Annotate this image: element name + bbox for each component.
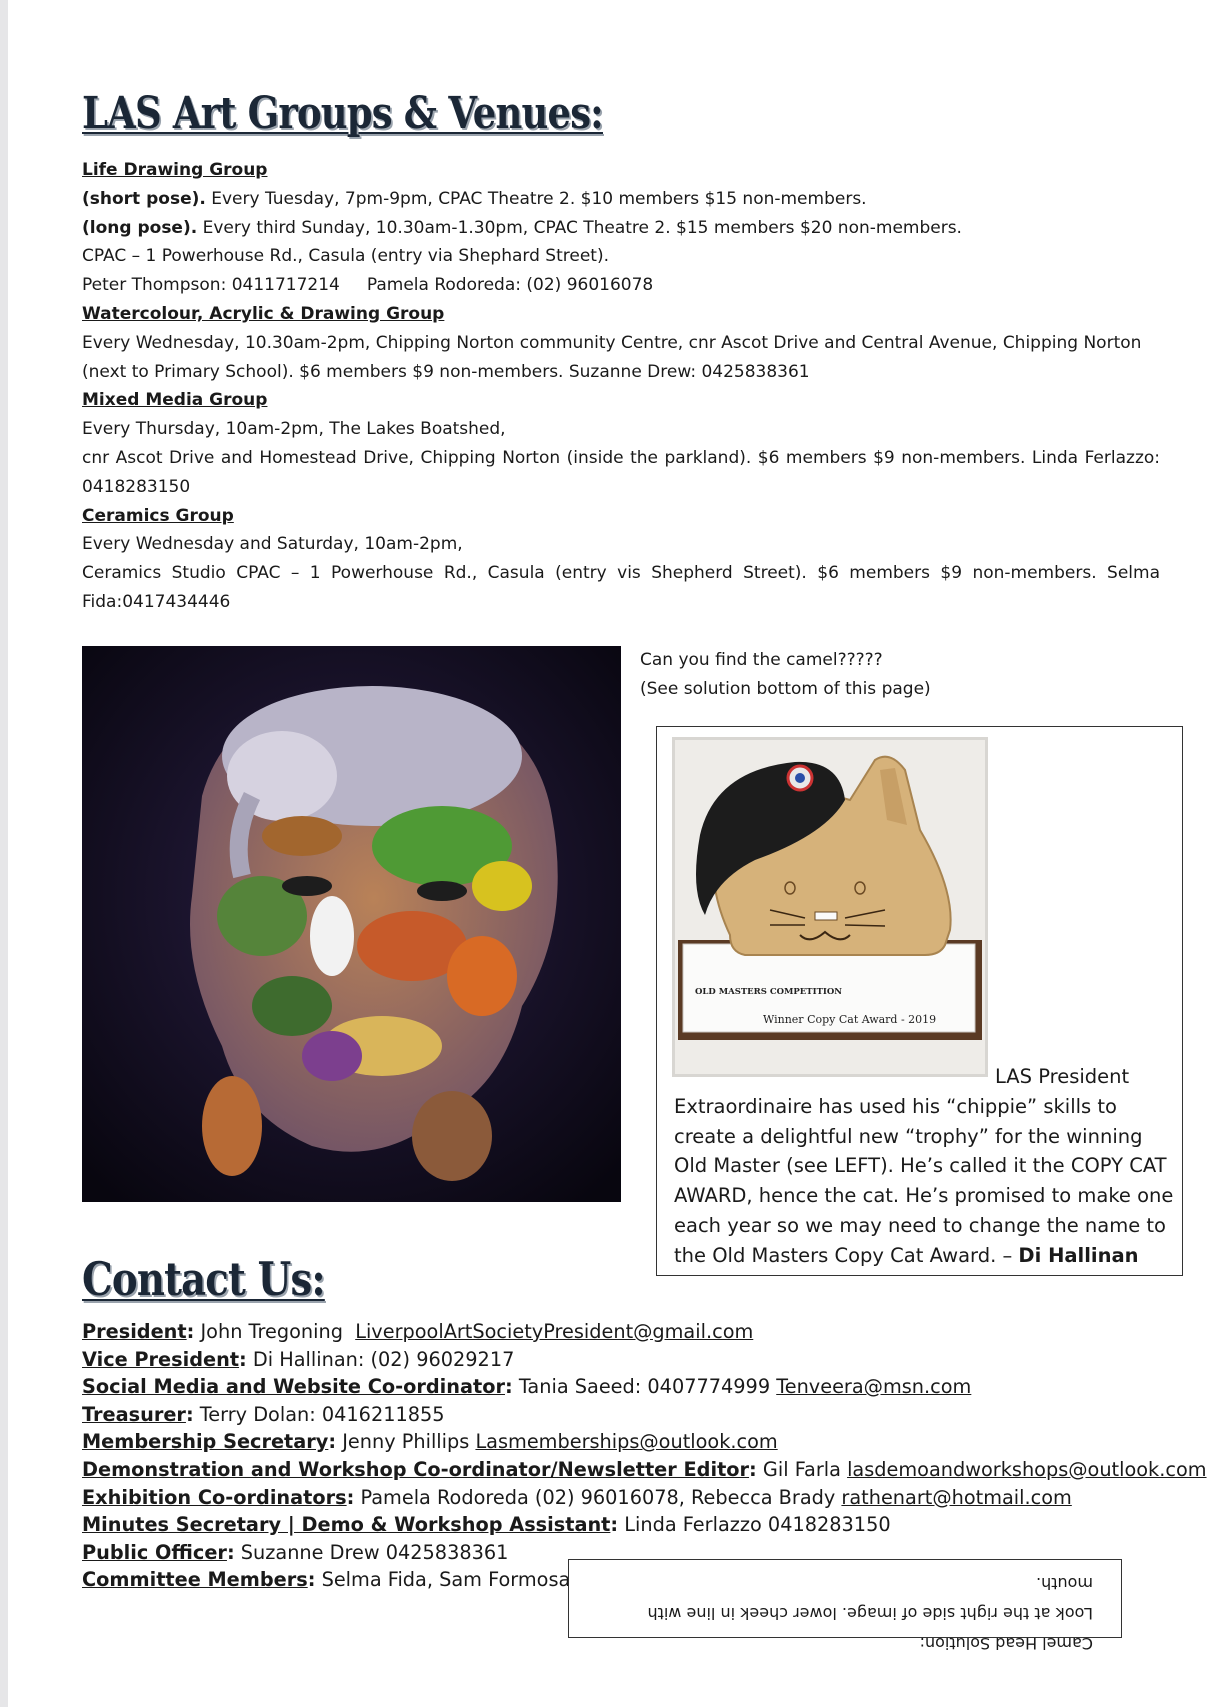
contact-row-treasurer: Treasurer: Terry Dolan: 0416211855 [82,1402,445,1426]
contact-name: Suzanne Drew 0425838361 [240,1540,509,1564]
watercolour-title: Watercolour, Acrylic & Drawing Group [82,303,445,324]
short-pose-label: (short pose). [82,188,206,209]
contact-role: Minutes Secretary | Demo & Workshop Assistant [82,1513,611,1537]
contact-name: Terry Dolan: 0416211855 [199,1402,445,1426]
contact-name: John Tregoning [200,1320,356,1343]
contact-title [82,1252,325,1306]
award-author: Di Hallinan [1018,1243,1139,1267]
contact-role: Demonstration and Workshop Co-ordinator/Newsletter Editor [82,1457,750,1481]
contact-name: Linda Ferlazzo 0418283150 [624,1513,891,1537]
contact-name: Pamela Rodoreda (02) 96016078, Rebecca Brady [360,1485,842,1509]
contact-title-text: Contact Us: [82,1252,325,1306]
life-drawing-venue: CPAC – 1 Powerhouse Rd., Casula (entry via Shephard Street). [82,246,609,267]
contact-role: Committee Members [82,1568,308,1592]
life-drawing-long [82,214,1160,243]
watercolour-text: Every Wednesday, 10.30am-2pm, Chipping Norton community Centre, cnr Ascot Drive and Central Avenue, Chipping Norton (next to Primary School). $6 members $9 non-members. Suzanne Drew: 0425838361 [82,332,1142,382]
contact-row-vice-president: Vice President: Di Hallinan: (02) 96029217 [82,1347,515,1371]
contact-row-public-officer: Public Officer: Suzanne Drew 0425838361 [82,1540,509,1564]
page-edge [0,0,8,1707]
page-title [82,88,603,139]
contact-role: Membership Secretary [82,1430,329,1454]
camel-puzzle-hint: (See solution bottom of this page) [640,679,931,699]
copy-cat-award-text [674,1062,1179,1271]
mixed-media-line2: cnr Ascot Drive and Homestead Drive, Chipping Norton (inside the parkland). $6 members $9 non-members. Linda Ferlazzo: 0418283150 [82,447,1160,497]
camel-puzzle-caption [640,646,931,704]
contact-email-link[interactable]: rathenart@hotmail.com [841,1485,1072,1509]
animal-face-illusion-image [82,646,621,1202]
short-pose-text: Every Tuesday, 7pm-9pm, CPAC Theatre 2. $10 members $15 non-members. [205,188,867,209]
contact-name: Tania Saeed: 0407774999 [518,1375,777,1399]
contact-email-link[interactable]: Lasmemberships@outlook.com [475,1430,778,1454]
award-body: Extraordinaire has used his “chippie” skills to create a delightful new “trophy” for the winning Old Master (see LEFT). He’s called it the COPY CAT AWARD, hence the cat. He’s promised to make one each year so we may need to change the name to the Old Masters Copy Cat Award. – [674,1094,1174,1267]
contact-name: Gil Farla [762,1457,848,1481]
contact-row-minutes: Minutes Secretary | Demo & Workshop Assistant: Linda Ferlazzo 0418283150 [82,1513,891,1537]
contact-email-link[interactable]: Tenveera@msn.com [776,1375,972,1399]
contact-row-president: President: John Tregoning LiverpoolArtSocietyPresident@gmail.com [82,1320,754,1343]
ceramics-line1: Every Wednesday and Saturday, 10am-2pm, [82,534,463,555]
camel-solution-content [599,1568,1093,1658]
life-drawing-title: Life Drawing Group [82,160,268,180]
contact-row-exhibition: Exhibition Co-ordinators: Pamela Rodoreda (02) 96016078, Rebecca Brady rathenart@hotmail.com [82,1485,1072,1509]
groups-section [82,156,1160,617]
camel-solution-text: Look at the right side of image. lower cheek in line with mouth. [647,1574,1093,1623]
contact-role: Social Media and Website Co-ordinator [82,1375,505,1399]
plaque-line1: OLD MASTERS COMPETITION [695,987,843,997]
contact-role: President [82,1320,187,1343]
contact-role: Vice President [82,1347,240,1371]
ceramics-line2: Ceramics Studio CPAC – 1 Powerhouse Rd., Casula (entry vis Shepherd Street). $6 members $9 non-members. Selma Fida:0417434446 [82,563,1160,612]
camel-solution-box [568,1559,1122,1653]
mixed-media-line1: Every Thursday, 10am-2pm, The Lakes Boatshed, [82,419,506,440]
contact-role: Exhibition Co-ordinators [82,1485,347,1509]
page-title-text: LAS Art Groups & Venues: [82,88,603,139]
contact-name: Jenny Phillips [342,1430,476,1454]
contact-row-demo-workshop: Demonstration and Workshop Co-ordinator/Newsletter Editor: Gil Farla lasdemoandworkshops@outlook.com [82,1457,1207,1481]
contact-email-link[interactable]: LiverpoolArtSocietyPresident@gmail.com [355,1320,754,1343]
contact-row-committee: Committee Members: Selma Fida, Sam Formosa [82,1568,571,1592]
contact-row-membership: Membership Secretary: Jenny Phillips Lasmemberships@outlook.com [82,1430,778,1454]
contact-name: Di Hallinan: (02) 96029217 [252,1347,515,1371]
contact-row-social-media: Social Media and Website Co-ordinator: Tania Saeed: 0407774999 Tenveera@msn.com [82,1375,972,1399]
contact-role: Treasurer [82,1402,186,1426]
camel-solution-title: Camel Head Solution: [919,1634,1093,1653]
cat-trophy-image [672,737,988,1077]
contact-email-link[interactable]: lasdemoandworkshops@outlook.com [847,1457,1207,1481]
life-drawing-short [82,185,1160,214]
camel-puzzle-question: Can you find the camel????? [640,650,883,670]
copy-cat-award-box [656,726,1183,1276]
mixed-media-title: Mixed Media Group [82,390,268,411]
plaque-line2: Winner Copy Cat Award - 2019 [763,1013,937,1026]
contact-name: Selma Fida, Sam Formosa [321,1568,571,1592]
award-first-line: LAS President [995,1065,1130,1088]
long-pose-label: (long pose). [82,217,198,238]
life-drawing-contacts: Peter Thompson: 0411717214 Pamela Rodoreda: (02) 96016078 [82,275,654,296]
long-pose-text: Every third Sunday, 10.30am-1.30pm, CPAC Theatre 2. $15 members $20 non-members. [197,217,962,238]
ceramics-title: Ceramics Group [82,505,234,526]
contacts-list [82,1318,1207,1594]
contact-role: Public Officer [82,1540,227,1564]
